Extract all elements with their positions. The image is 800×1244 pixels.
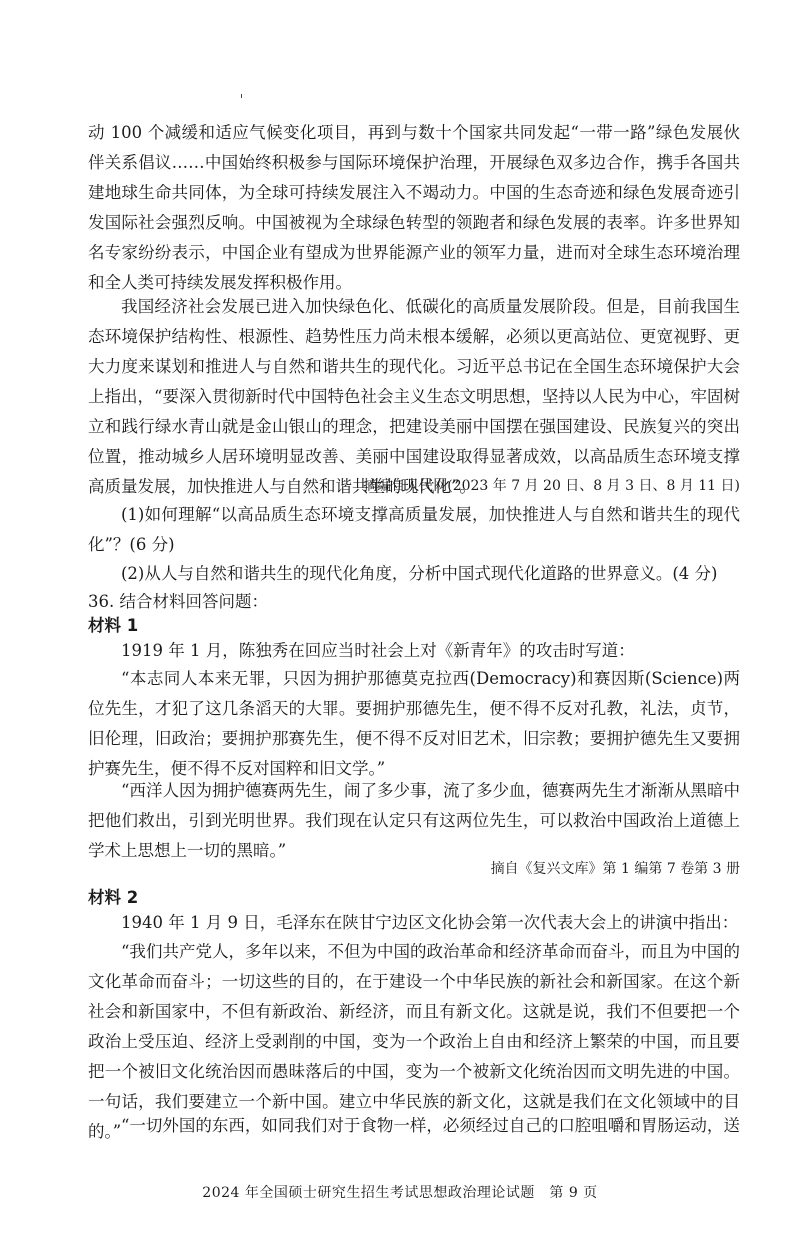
paragraph-2: 我国经济社会发展已进入加快绿色化、低碳化的高质量发展阶段。但是，目前我国生态环境保护结构性、根源性、趋势性压力尚未根本缓解，必须以更高站位、更宽视野、更大力度来谋划和推进人与自然和谐共生的现代化。习近平总书记在全国生态环境保护大会上指出，“要深入贯彻新时代中国特色社会主义生态文明思想，坚持以人民为中心，牢固树立和践行绿水青山就是金山银山的理念，把建设美丽中国摆在强国建设、民族复兴的突出位置，推动城乡人居环境明显改善、美丽中国建设取得显著成效，以高品质生态环境支撑高质量发展，加快推进人与自然和谐共生的现代化”。 xyxy=(88,297,740,496)
material-2-intro: 1940 年 1 月 9 日，毛泽东在陕甘宁边区文化协会第一次代表大会上的讲演中指出： xyxy=(121,913,739,932)
material-2-quote-2: “一切外国的东西，如同我们对于食物一样，必须经过自己的口腔咀嚼和胃肠运动，送 xyxy=(121,1116,740,1135)
question-2: (2)从人与自然和谐共生的现代化角度，分析中国式现代化道路的世界意义。(4 分) xyxy=(121,564,718,583)
source-citation-1: 摘编自人民网(2023 年 7 月 20 日、8 月 3 日、8 月 11 日) xyxy=(363,478,740,494)
material-2-quote-1: “我们共产党人，多年以来，不但为中国的政治革命和经济革命而奋斗，而且为中国的文化革命而奋斗；一切这些的目的，在于建设一个中华民族的新社会和新国家。在这个新社会和新国家中，不但有新政治、新经济，而且有新文化。这就是说，我们不但要把一个政治上受压迫、经济上受剥削的中国，变为一个政治上自由和经济上繁荣的中国，而且要把一个被旧文化统治因而愚昧落后的中国，变为一个被新文化统治因而文明先进的中国。一句话，我们要建立一个新中国。建立中华民族的新文化，这就是我们在文化领域中的目的。” xyxy=(88,942,740,1141)
material-1-heading: 材料 1 xyxy=(88,616,139,635)
material-1-intro: 1919 年 1 月，陈独秀在回应当时社会上对《新青年》的攻击时写道： xyxy=(121,641,635,660)
continuation-paragraph: 动 100 个减缓和适应气候变化项目，再到与数十个国家共同发起“一带一路”绿色发展伙伴关系倡议……中国始终积极参与国际环境保护治理，开展绿色双多边合作，携手各国共建地球生命共同体，为全球可持续发展注入不竭动力。中国的生态奇迹和绿色发展奇迹引发国际社会强烈反响。中国被视为全球绿色转型的领跑者和绿色发展的表率。许多世界知名专家纷纷表示，中国企业有望成为世界能源产业的领军力量，进而对全球生态环境治理和全人类可持续发展发挥积极作用。 xyxy=(88,123,740,292)
material-2-heading: 材料 2 xyxy=(88,888,139,907)
material-1-quote-1: “本志同人本来无罪，只因为拥护那德莫克拉西(Democracy)和赛因斯(Science)两位先生，才犯了这几条滔天的大罪。要拥护那德先生，便不得不反对孔教，礼法，贞节，旧伦理，旧政治；要拥护那赛先生，便不得不反对旧艺术，旧宗教；要拥护德先生又要拥护赛先生，便不得不反对国粹和旧文学。” xyxy=(88,669,740,778)
question-36-title: 36. 结合材料回答问题： xyxy=(88,592,268,611)
material-1-source: 摘自《复兴文库》第 1 编第 7 卷第 3 册 xyxy=(490,861,740,877)
page-footer: 2024 年全国硕士研究生招生考试思想政治理论试题 第 9 页 xyxy=(202,1185,598,1201)
question-1: (1)如何理解“以高品质生态环境支撑高质量发展，加快推进人与自然和谐共生的现代化”？(6 分) xyxy=(88,505,740,554)
scan-mark xyxy=(241,94,242,98)
material-1-quote-2: “西洋人因为拥护德赛两先生，闹了多少事，流了多少血，德赛两先生才渐渐从黑暗中把他们救出，引到光明世界。我们现在认定只有这两位先生，可以救治中国政治上道德上学术上思想上一切的黑暗。” xyxy=(88,781,740,860)
